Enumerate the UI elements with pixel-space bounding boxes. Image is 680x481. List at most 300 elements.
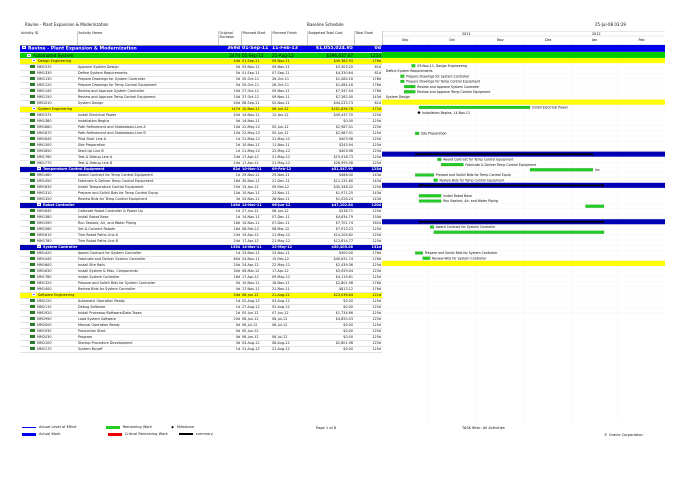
activity-bar: [441, 163, 463, 166]
col-activity-id[interactable]: Activity ID: [20, 31, 77, 45]
cell-text: 06-Jul-12: [272, 334, 288, 339]
cell-text: MM1870: [37, 130, 52, 135]
cell-text: 21-May-12: [272, 238, 291, 243]
cell-text: $40,631.74: [333, 256, 353, 261]
cell-text: 17-Apr-12: [272, 268, 289, 273]
cell-dur: [218, 346, 241, 352]
cell-text: $238.71: [338, 208, 353, 213]
cell-text: MM1310: [37, 190, 52, 195]
cell-text: 14-Nov-11: [242, 214, 260, 219]
cell-text: $1,734.66: [335, 310, 353, 315]
cell-text: $403.98: [338, 136, 353, 141]
cell-text: Temperature Control Equipment: [43, 166, 105, 171]
cell-text: 05-Jun-12: [242, 310, 259, 315]
wbs-icon: [22, 46, 26, 50]
task-icon: [30, 269, 35, 272]
cell-text: 27-Oct-11: [242, 94, 260, 99]
cell-text: Review and Approve Temp Control Equipment: [78, 94, 156, 99]
cell-text: 17-Nov-11: [242, 286, 260, 291]
cell-text: 23-Nov-11: [272, 250, 290, 255]
col-duration[interactable]: Original Duration: [218, 31, 241, 45]
cell-text: 29-Nov-11: [272, 172, 290, 177]
cell-text: 176d: [372, 88, 381, 93]
cell-text: 03-Aug-12: [242, 340, 260, 345]
cell-text: MM1630: [37, 184, 52, 189]
cell-text: $7,347.04: [335, 88, 353, 93]
cell-text: Load System Software: [78, 316, 116, 321]
cell-text: 125d: [372, 346, 381, 351]
cell-text: 24d: [233, 232, 240, 237]
cell-text: System Buyoff: [78, 346, 103, 351]
cell-text: 03-Aug-12: [272, 298, 290, 303]
activity-bar: [423, 257, 430, 260]
filter-text: TASK filter: All Activities: [462, 426, 505, 430]
milestone-icon: ◆: [171, 425, 174, 429]
cell-text: 24d: [233, 154, 240, 159]
cell-text: $7,262.00: [335, 94, 353, 99]
page-number: Page 1 of 8: [316, 426, 337, 430]
cell-text: 22-May-12: [242, 130, 261, 135]
cell-text: 125d: [372, 316, 381, 321]
cell-text: 61d: [374, 64, 381, 69]
cell-text: $47,102.84: [331, 202, 353, 207]
activity-bar: [586, 205, 605, 208]
cell-text: $14,209.82: [333, 232, 353, 237]
activity-bar: [404, 90, 415, 93]
timescale-year: 2012: [592, 32, 601, 36]
bar-label: Fabricate & Deliver Temp Control Equipment: [465, 162, 537, 167]
task-icon: [30, 125, 35, 128]
cell-text: 125d: [372, 118, 381, 123]
cell-text: System Controller: [43, 244, 78, 249]
cell-text: 01-Sep-11: [242, 58, 260, 63]
summary-bar: [419, 185, 604, 187]
cell-text: System Engineering: [38, 106, 73, 111]
cell-text: 22-May-12: [272, 244, 293, 249]
cell-text: $0.00: [343, 304, 353, 309]
task-icon: [30, 113, 35, 116]
cell-text: 125d: [372, 112, 381, 117]
task-icon: [30, 287, 35, 290]
cell-text: Installation Begins: [78, 118, 110, 123]
cell-text: 60d: [233, 256, 240, 261]
legend-row-2: [22, 432, 213, 436]
cell-text: 43d: [233, 112, 240, 117]
task-icon: [30, 347, 35, 350]
cell-text: MM1120: [37, 82, 52, 87]
cell-text: $4,119.61: [335, 274, 353, 279]
cell-text: 10-Nov-11: [242, 106, 260, 111]
cell-text: 5d: [235, 70, 240, 75]
cell-text: 143d: [372, 94, 381, 99]
cell-text: MM2110: [37, 304, 52, 309]
cell-text: 21-Aug-12: [272, 292, 290, 297]
cell-text: $26,995.58: [333, 160, 353, 165]
cell-text: MM1450: [37, 178, 52, 183]
cell-text: 23-Nov-11: [242, 250, 260, 255]
task-icon: [30, 143, 35, 146]
timescale-month: Oct: [449, 38, 455, 42]
timescale-month: Nov: [497, 38, 504, 42]
cell-text: $2,439.36: [335, 262, 353, 267]
cell-text: $813.12: [338, 286, 353, 291]
task-icon: [30, 263, 35, 266]
cell-text: $300.00: [338, 250, 353, 255]
timescale-month: Sep: [402, 38, 409, 42]
bar-label: Review and Approve Temp Control Equipment: [417, 90, 491, 94]
cell-text: $0.00: [343, 334, 353, 339]
cell-text: 10-Nov-11: [242, 142, 260, 147]
cell-text: Path Refinement and Shakedown-Line B: [78, 130, 146, 135]
wbs-band: [382, 261, 665, 266]
cell-finish: [271, 45, 307, 52]
col-cost[interactable]: Budgeted Total Cost: [307, 31, 354, 45]
wbs-band: [382, 52, 665, 58]
cell-text: 125d: [372, 238, 381, 243]
cell-text: 125d: [372, 310, 381, 315]
cell-text: 21-Aug-12: [272, 346, 290, 351]
cell-text: Review and Approve System Controller: [78, 88, 145, 93]
activity-bar: [401, 80, 405, 83]
cell-text: Production Start: [78, 328, 106, 333]
cell-text: 26-Oct-11: [272, 76, 290, 81]
task-icon: [30, 131, 35, 134]
cell-text: Install System Controller: [78, 274, 120, 279]
cell-text: $1,084.16: [335, 76, 353, 81]
cell-text: 01-Sep-11: [242, 46, 269, 51]
cell-text: 125d: [372, 148, 381, 153]
cell-text: 09-Feb-12: [272, 184, 290, 189]
report-header: [20, 22, 665, 28]
cell-text: 125d: [372, 208, 381, 213]
timescale-year: 2011: [462, 32, 471, 36]
cell-text: 147d: [231, 106, 240, 111]
cell-text: MM2030: [37, 334, 52, 339]
bar-label: 09-Nov-11, Design Engineering: [417, 64, 468, 68]
cell-text: 03-Nov-11: [242, 64, 260, 69]
cell-text: 15-Feb-12: [272, 256, 290, 261]
col-float[interactable]: Total Float: [354, 31, 382, 45]
cell-text: MM1920: [37, 310, 52, 315]
cell-text: $23,036.64: [333, 292, 353, 297]
cell-text: 17-Apr-12: [242, 238, 259, 243]
cell-text: MM1380: [37, 214, 52, 219]
task-icon: [30, 251, 35, 254]
cell-text: $4,850.03: [335, 316, 353, 321]
cell-id: [20, 45, 218, 52]
cell-text: 1d: [235, 136, 240, 141]
wbs-icon: [32, 293, 36, 297]
cell-text: 10-Nov-11: [242, 280, 260, 285]
cell-cost: [307, 346, 354, 352]
cell-text: 06-Jun-12: [242, 292, 259, 297]
cell-text: 3d: [235, 340, 240, 345]
cell-text: 135d: [230, 244, 240, 249]
cell-text: Startup Procedure Development: [78, 340, 133, 345]
bar-label: Award Contract for System Controller: [435, 225, 496, 230]
project-title: Ravine - Plant Expansion & Modernization: [25, 22, 109, 27]
cell-text: MM1130: [37, 76, 52, 81]
summary-bar-icon: [179, 433, 193, 435]
cell-text: 1d: [235, 208, 240, 213]
task-icon: [30, 341, 35, 344]
print-date: 25-Jul-08 03:29: [595, 22, 626, 27]
bar-label: Prepare Drawings for System Controller: [406, 74, 470, 79]
cell-text: MM1010: [37, 100, 52, 105]
task-icon: [30, 281, 35, 284]
cell-text: 20-Oct-11: [242, 76, 260, 81]
task-icon: [30, 179, 35, 182]
timescale-month: Dec: [545, 38, 552, 42]
cell-text: 125d: [372, 184, 381, 189]
cell-text: 121d: [370, 52, 381, 58]
task-icon: [30, 173, 35, 176]
cell-text: MM1320: [37, 196, 52, 201]
cell-text: $0.00: [343, 346, 353, 351]
bar-label: Prepare and Solicit Bids for System Controller: [424, 251, 498, 256]
cell-text: 0d: [235, 322, 240, 327]
activity-bar: [415, 132, 419, 135]
cell-text: 06-Jun-12: [272, 106, 289, 111]
activity-bar: [412, 64, 416, 67]
cell-text: MM1850: [37, 148, 52, 153]
cell-text: 21-May-12: [242, 148, 261, 153]
cell-text: $243.94: [338, 142, 353, 147]
wbs-icon: [27, 54, 31, 58]
cell-text: 54d: [233, 292, 240, 297]
cell-text: 27-Oct-11: [242, 88, 260, 93]
cell-text: $1,084.16: [335, 82, 353, 87]
cell-text: 125d: [372, 130, 381, 135]
col-start[interactable]: Planned Start: [241, 31, 271, 45]
cell-text: Review Bids for System Controller: [78, 286, 136, 291]
cell-text: 09-May-12: [272, 274, 291, 279]
cell-text: Install Processor/Software/Data Tapes: [78, 310, 142, 315]
wbs-row[interactable]: [20, 45, 382, 52]
cell-text: MM2170: [37, 346, 52, 351]
cell-text: 22-May-12: [272, 262, 291, 267]
legend-summary: summary: [195, 432, 213, 436]
cell-text: 125d: [372, 142, 381, 147]
task-icon: [30, 155, 35, 158]
col-activity-name[interactable]: Activity Name: [77, 31, 218, 45]
cell-text: 143d: [372, 190, 381, 195]
cell-text: MM1440: [37, 256, 52, 261]
cell-text: 30d: [233, 268, 240, 273]
task-icon: [30, 257, 35, 260]
cell-text: 14-Nov-11: [242, 118, 260, 123]
cell-text: Test & Debug Line B: [78, 160, 113, 165]
cell-text: 5d: [235, 64, 240, 69]
legend-critical-swatch: [108, 433, 122, 436]
cell-text: 0d: [235, 334, 240, 339]
cell-text: $0.00: [343, 328, 353, 333]
cell-text: 176d: [372, 256, 381, 261]
cell-text: 30-Nov-11: [242, 178, 260, 183]
cell-text: Debug Software: [78, 304, 106, 309]
bar-label: Install Robot Base: [443, 194, 472, 198]
activity-bar: [530, 168, 593, 171]
activity-bar: [419, 194, 441, 197]
cell-text: Install Electrical Power: [78, 112, 117, 117]
legend-remaining-swatch: [106, 426, 120, 429]
cell-text: Prepare Drawings for Temp Control Equipment: [78, 82, 157, 87]
task-icon: [30, 227, 35, 230]
cell-text: 20d: [233, 262, 240, 267]
cell-text: 125d: [372, 124, 381, 129]
cell-text: MM1840: [37, 136, 52, 141]
table-body: [20, 45, 382, 352]
cell-text: 176d: [372, 250, 381, 255]
task-icon: [30, 197, 35, 200]
cell-text: Install Site Rails: [78, 262, 105, 267]
cell-text: $49,437.70: [333, 112, 353, 117]
cell-text: 1d: [235, 172, 240, 177]
task-icon: [30, 191, 35, 194]
cell-text: Prepare and Solicit Bids for System Controller: [78, 280, 156, 285]
task-icon: [30, 275, 35, 278]
cell-text: 10d: [233, 88, 240, 93]
task-icon: [30, 89, 35, 92]
cell-text: $3,303.20: [335, 64, 353, 69]
cell-text: 02-Aug-12: [242, 298, 260, 303]
cell-text: 143d: [372, 178, 381, 183]
wbs-icon: [37, 245, 41, 249]
cell-text: 14-Nov-11: [242, 220, 260, 225]
cell-text: 176d: [372, 76, 381, 81]
cell-text: MM1560: [37, 226, 52, 231]
cell-text: 125d: [372, 232, 381, 237]
cell-text: Program: [78, 334, 93, 339]
cell-text: 10d: [233, 94, 240, 99]
legend-actual-work-swatch: [22, 433, 36, 436]
project-band: [382, 45, 665, 52]
activity-table: [20, 31, 383, 353]
cell-text: 149d: [230, 202, 240, 207]
activity-bar: [404, 85, 415, 88]
legend-remaining: Remaining Work: [122, 425, 152, 429]
bar-label: Define System Requirements: [386, 69, 433, 74]
cell-text: MM1780: [37, 238, 52, 243]
cell-text: 22-May-12: [272, 148, 291, 153]
cell-text: 21-May-12: [272, 154, 291, 159]
cell-text: 09-Nov-11: [272, 58, 290, 63]
task-icon: [30, 185, 35, 188]
cell-text: 07-Dec-11: [272, 214, 290, 219]
cell-text: 22-May-12: [242, 124, 261, 129]
task-icon: [30, 239, 35, 242]
cell-text: 1d: [235, 250, 240, 255]
cell-text: 1d: [235, 304, 240, 309]
cell-text: Install System & Misc. Components: [78, 268, 138, 273]
cell-text: 21-May-12: [272, 232, 291, 237]
cell-text: 07-Sep-11: [272, 70, 290, 75]
cell-text: 06-Jun-12: [242, 334, 259, 339]
cell-text: MM1150: [37, 94, 52, 99]
cell-text: 06-Jun-12: [242, 316, 259, 321]
cell-text: 06-Jul-12: [242, 322, 258, 327]
cell-text: 21-Aug-12: [272, 52, 294, 58]
cell-text: $50,405.08: [331, 244, 353, 249]
cell-text: 29-Nov-11: [242, 172, 260, 177]
cell-start: [241, 45, 271, 52]
cell-text: 14-Nov-11: [242, 244, 262, 249]
legend-milestone: Milestone: [176, 425, 195, 429]
cell-text: MM1400: [37, 286, 52, 291]
cell-text: 62d: [232, 166, 240, 171]
cell-text: 0d: [374, 46, 381, 51]
cell-text: MM1990: [37, 316, 52, 321]
activity-row[interactable]: [20, 346, 382, 352]
cell-text: Install Temperature Control Equipment: [78, 184, 144, 189]
gantt-chart: [382, 31, 665, 421]
cell-text: Fabricate and Deliver System Controller: [78, 256, 146, 261]
cell-text: $44,233.73: [333, 100, 353, 105]
cell-text: 143d: [372, 172, 381, 177]
cell-text: 06-Mar-12: [242, 268, 260, 273]
cell-text: 17-Apr-12: [242, 160, 259, 165]
layout-name: Baseline Schedule: [307, 22, 344, 27]
activity-bar: [419, 106, 530, 109]
cell-text: MM1930: [37, 328, 52, 333]
cell-text: MM1600: [37, 262, 52, 267]
cell-text: $0.00: [343, 322, 353, 327]
cell-text: 01-Sep-11: [242, 70, 260, 75]
cell-text: Define System Requirements: [78, 70, 128, 75]
activity-bar: [419, 200, 441, 203]
cell-text: 27-Aug-12: [242, 304, 260, 309]
cell-text: 125d: [372, 154, 381, 159]
cell-text: 21-Aug-12: [242, 346, 260, 351]
cell-text: 125d: [371, 166, 381, 171]
cell-text: 09-Nov-11: [272, 94, 290, 99]
cell-text: 14-Nov-11: [242, 112, 260, 117]
cell-text: $30,348.32: [333, 184, 353, 189]
cell-text: 21-Nov-11: [272, 286, 290, 291]
cell-text: 09-Nov-11: [272, 88, 290, 93]
cell-text: MM2100: [37, 340, 52, 345]
milestone-marker: [417, 111, 420, 114]
task-icon: [30, 161, 35, 164]
cell-text: $466.00: [338, 172, 353, 177]
cell-finish: [271, 346, 307, 352]
cell-text: MM1760: [37, 154, 52, 159]
cell-text: $2,801.98: [335, 280, 353, 285]
cell-text: 44d: [233, 58, 240, 63]
cell-text: 40d: [233, 100, 240, 105]
cell-text: 02-Nov-11: [272, 100, 290, 105]
cell-text: Award Contract for System Controller: [78, 250, 142, 255]
task-icon: [30, 329, 35, 332]
cell-text: $2,801.98: [335, 340, 353, 345]
cell-text: $396,637.67: [326, 52, 353, 58]
cell-text: 12-Jan-12: [272, 112, 289, 117]
cell-text: 125d: [372, 262, 381, 267]
cell-text: MM1330: [37, 70, 52, 75]
cell-text: Award Contract for Temp Control Equipment: [78, 172, 153, 177]
cell-text: MM1460: [37, 172, 52, 177]
activity-bar: [401, 75, 405, 78]
cell-cost: [307, 45, 354, 52]
cell-text: MM1380: [37, 118, 52, 123]
task-icon: [30, 137, 35, 140]
cell-text: 05-Jun-12: [272, 124, 289, 129]
col-finish[interactable]: Planned Finish: [271, 31, 307, 45]
cell-text: 20d: [233, 316, 240, 321]
cell-text: 09-Nov-11: [272, 64, 290, 69]
activity-bar: [434, 179, 438, 182]
bar-label: Install Electrical Power: [532, 105, 568, 110]
